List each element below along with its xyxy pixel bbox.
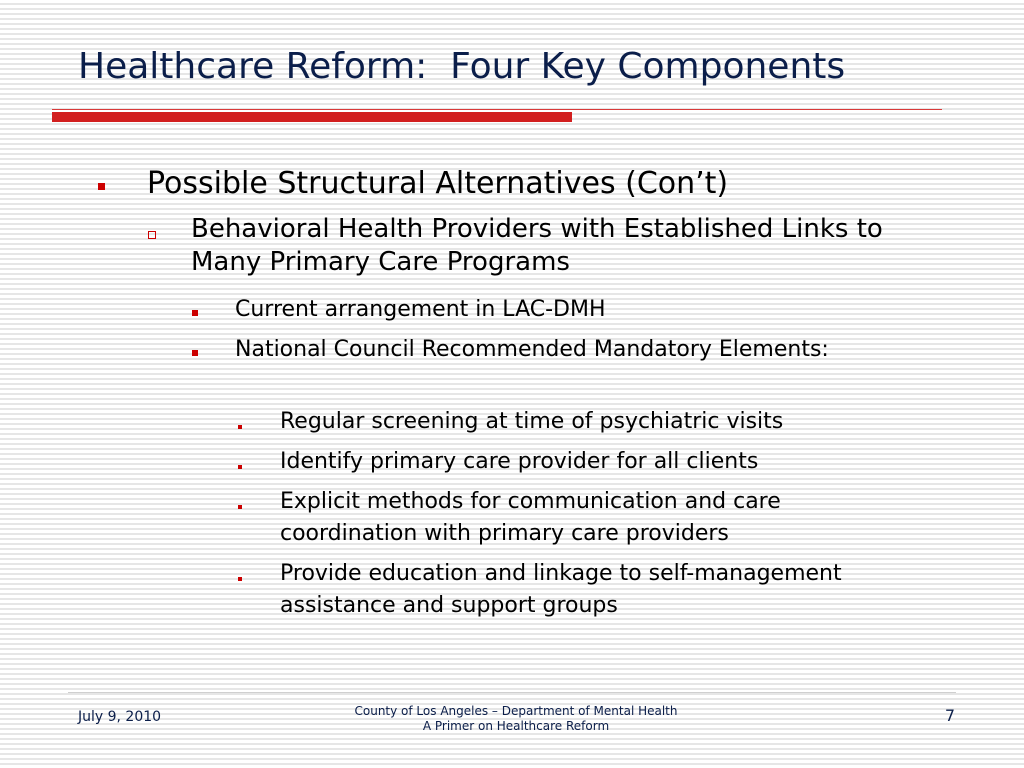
bullet-level4: Regular screening at time of psychiatric visits [280,409,784,434]
bullet-small-square-icon [238,505,242,509]
footer-divider [68,692,956,693]
bullet-small-square-icon [238,465,242,469]
footer-caption-line1: County of Los Angeles – Department of Mental Health [354,704,678,718]
bullet-small-square-icon [238,577,242,581]
bullet-square-icon [192,310,198,316]
bullet-level1: Possible Structural Alternatives (Con’t) [147,166,729,201]
page-number: 7 [944,706,955,725]
bullet-level4: Explicit methods for communication and care coordination with primary care providers [280,489,781,546]
bullet-small-square-icon [238,425,242,429]
bullet-level2: Behavioral Health Providers with Established Links to Many Primary Care Programs [191,214,883,277]
bullet-level3: Current arrangement in LAC-DMH [235,297,606,322]
footer-date: July 9, 2010 [78,709,162,725]
bullet-square-icon [98,183,105,190]
footer-caption [316,704,716,734]
bullet-level4: Identify primary care provider for all clients [280,449,759,474]
bullet-level3: National Council Recommended Mandatory Elements: [235,337,829,362]
bullet-hollow-square-icon [148,231,156,239]
footer-caption-line2: A Primer on Healthcare Reform [422,719,610,733]
slide-title: Healthcare Reform: Four Key Components [78,46,846,87]
bullet-square-icon [192,350,198,356]
bullet-level4: Provide education and linkage to self-management assistance and support groups [280,561,842,618]
